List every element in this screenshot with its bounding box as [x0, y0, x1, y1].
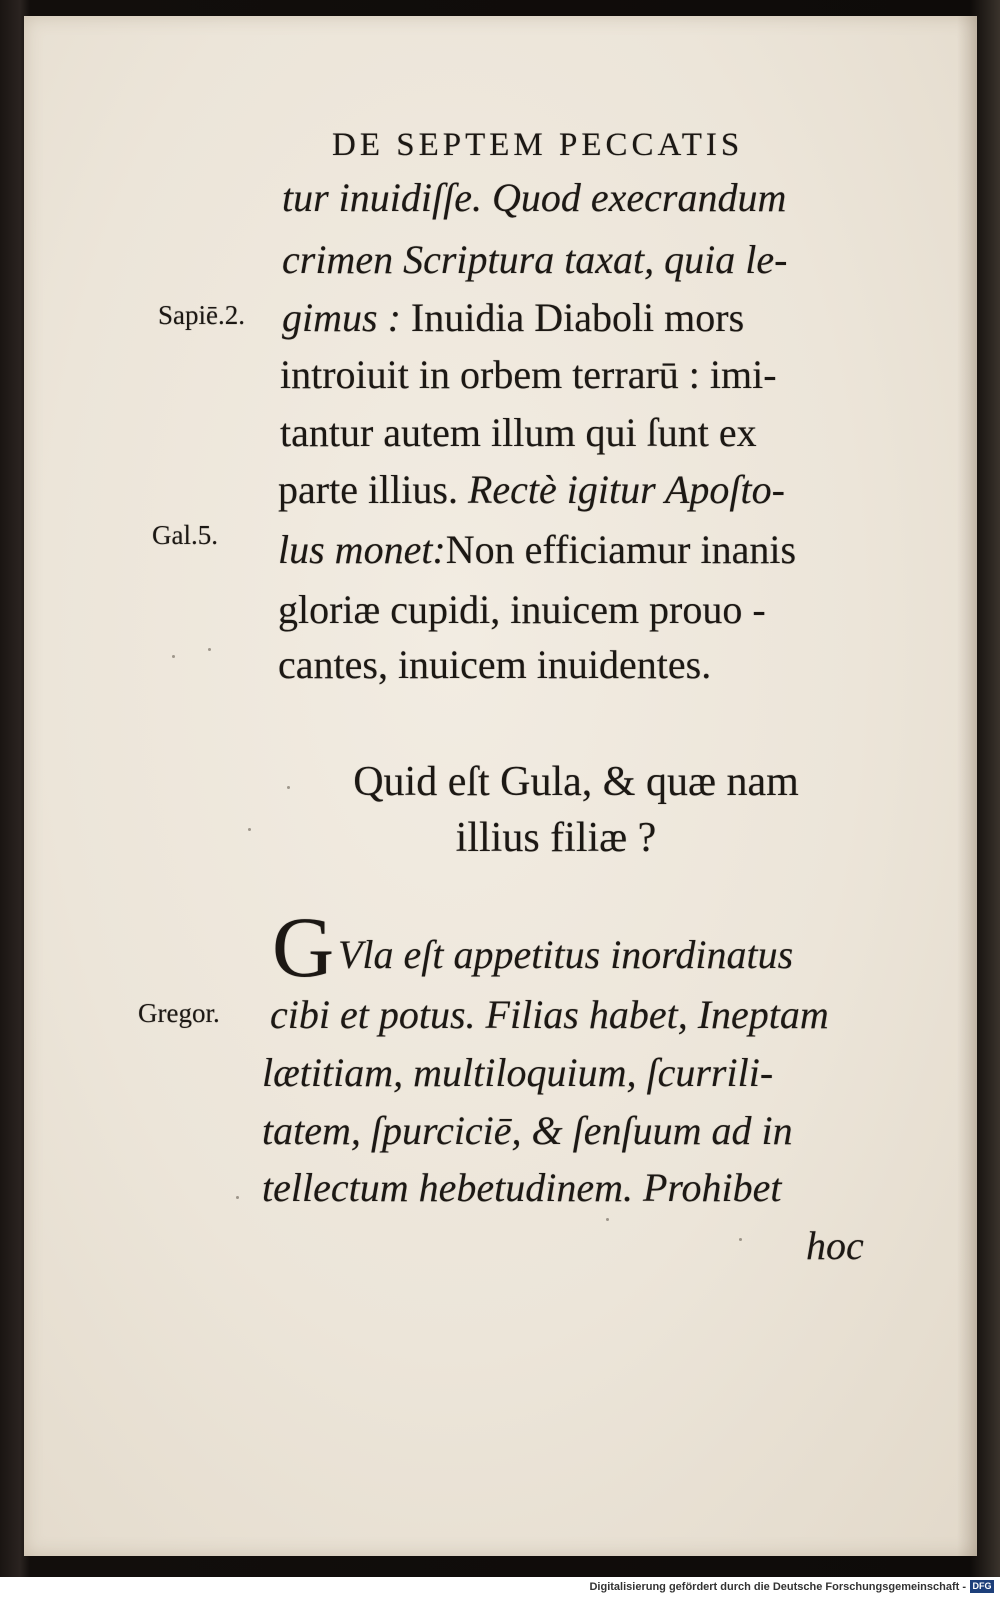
running-header: DE SEPTEM PECCATIS — [332, 127, 744, 163]
text-line: tatem, ſpurciciē, & ſenſuum ad in — [262, 1108, 793, 1153]
margin-note-gregory: Gregor. — [138, 998, 220, 1028]
scan-speck — [208, 648, 211, 651]
text-line — [280, 352, 777, 397]
italic-run: lus monet: — [278, 527, 446, 572]
scan-speck — [606, 1218, 609, 1221]
text-line — [278, 642, 712, 687]
text-line: tellectum hebetudinem. Prohibet — [262, 1165, 782, 1210]
scan-speck — [287, 786, 290, 789]
margin-note-galatians: Gal.5. — [152, 520, 218, 550]
scan-speck — [248, 828, 251, 831]
text-line — [278, 467, 785, 512]
text-line — [278, 527, 797, 572]
roman-run: Non efficiamur inanis — [445, 527, 797, 572]
text-line — [282, 175, 787, 220]
catchword: hoc — [806, 1223, 864, 1268]
text-line: cibi et potus. Filias habet, Ineptam — [270, 992, 829, 1037]
italic-run: gimus : — [282, 295, 401, 340]
digitization-credit: Digitalisierung gefördert durch die Deutsche Forschungsgemeinschaft - — [589, 1581, 966, 1593]
question-heading-line2: illius filiæ ? — [455, 815, 657, 861]
dfg-logo: DFG — [970, 1580, 994, 1593]
text-line — [282, 237, 788, 282]
text-line — [278, 587, 766, 632]
page-edge-shadow — [957, 16, 977, 1556]
roman-run: cantes, inuicem inuidentes. — [278, 642, 712, 687]
roman-run: tantur autem illum qui ſunt ex — [280, 410, 757, 455]
italic-run: crimen Scriptura taxat, quia le- — [282, 237, 788, 282]
text-line: Vla eſt appetitus inordinatus — [338, 932, 794, 977]
scan-speck — [172, 655, 175, 658]
roman-run: Inuidia Diaboli mors — [400, 295, 745, 340]
drop-capital: G — [272, 899, 335, 995]
text-line — [280, 410, 757, 455]
roman-run: gloriæ cupidi, inuicem prouo - — [278, 587, 766, 632]
roman-run: introiuit in orbem terrarū : imi- — [280, 352, 777, 397]
question-heading-line1: Quid eſt Gula, & quæ nam — [353, 759, 799, 805]
text-line: lætitiam, multiloquium, ſcurrili- — [262, 1050, 774, 1095]
italic-run: Rectè igitur Apoſto- — [467, 467, 785, 512]
text-line — [282, 295, 745, 340]
scan-speck — [739, 1238, 742, 1241]
roman-run: parte illius. — [278, 467, 468, 512]
scan-speck — [236, 1196, 239, 1199]
italic-run: tur inuidiſſe. Quod execrandum — [282, 175, 787, 220]
margin-note-sapientia: Sapiē.2. — [158, 300, 245, 330]
